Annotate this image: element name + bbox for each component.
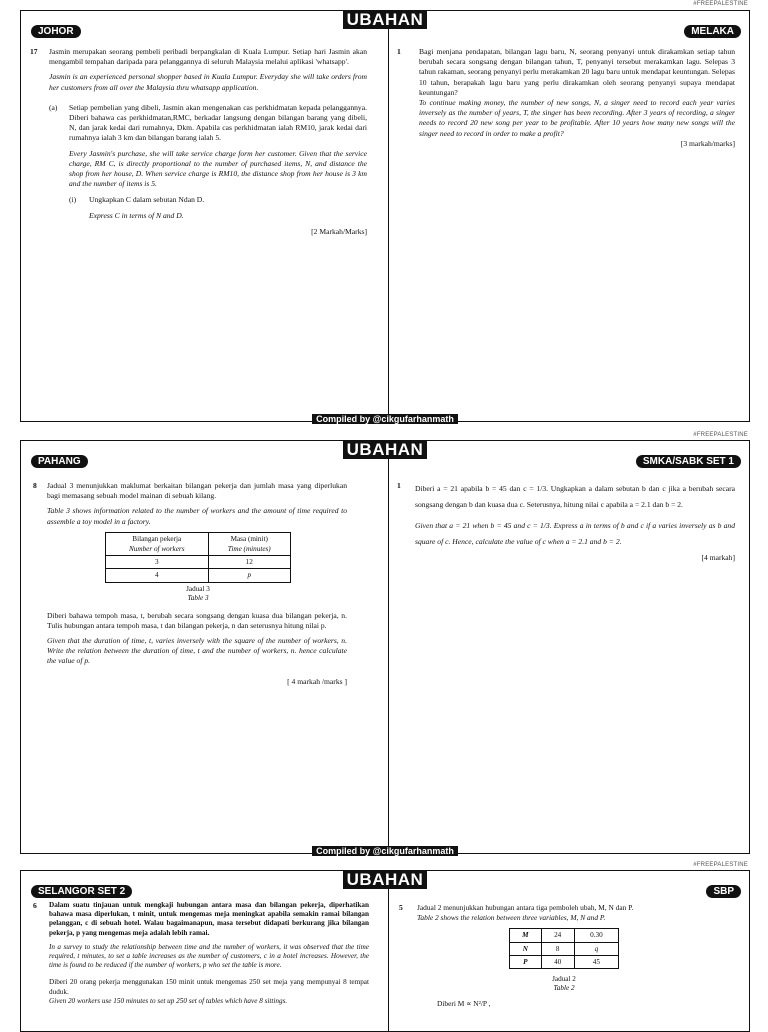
table-row xyxy=(510,942,619,955)
page-title: UBAHAN xyxy=(21,870,749,890)
question-text-ms: Jasmin merupakan seorang pembeli peribadi berpangkalan di Kuala Lumpur. Setiap hari Jasmin akan mengambil tempahan daripada para pelanggannya di seluruh Malaysia melalui aplikasi 'whatsapp'. xyxy=(49,47,367,67)
marks-label: [3 markah/marks] xyxy=(680,138,735,148)
table-cell: 12 xyxy=(208,556,291,569)
part-a-text-en: Every Jasmin's purchase, she will take service charge form her customer. Given that the service charge, RM C, is directly proportional to the number of purchased items, N, and distance the shop from her house, D. When service charge is RM10, the distance shop from her house is 3 km and the number of items is 5. xyxy=(69,148,367,189)
question-body-en: Given that the duration of time, t, varies inversely with the square of the number of workers, n. Write the relation between the duration of time, t and the number of workers, n. hence calculate the value of p. xyxy=(47,636,347,666)
question-text-en: Table 2 shows the relation between three variables, M, N and P. xyxy=(417,913,606,923)
source-badge-johor: JOHOR xyxy=(31,25,81,38)
question-number: 8 xyxy=(33,481,37,490)
table-cell: 3 xyxy=(106,556,209,569)
part-label: (a) xyxy=(49,102,58,112)
source-badge-selangor: SELANGOR SET 2 xyxy=(31,885,132,898)
watermark-text: #FREEPALESTINE xyxy=(693,862,748,868)
question-number: 5 xyxy=(399,903,403,912)
question-number: 1 xyxy=(397,47,401,56)
question-text-ms: Jadual 2 menunjukkan hubungan antara tiga pemboleh ubah, M, N dan P. xyxy=(417,903,634,912)
table-cell: 0.30 xyxy=(574,929,618,942)
question-smka-1 xyxy=(415,481,735,571)
marks-label: [ 4 markah /marks ] xyxy=(287,676,347,686)
watermark-text: #FREEPALESTINE xyxy=(693,1,748,7)
question-number: 1 xyxy=(397,481,401,490)
table-header-row xyxy=(106,532,291,555)
question-text-ms: Bagi menjana pendapatan, bilangan lagu baru, N, seorang penyanyi untuk dirakamkan setiap tahun berubah secara songsang dengan bilangan tahun, T, penyanyi tersebut merakamkan lagu. Selepas 3 tahun rakaman, seorang penyanyi perlu merakamkan 20 lagu baru untuk mendapat keuntungan. Selepas 10 tahun, berapakah lagu baru yang perlu dirakamkan oleh seorang penyanyi supaya mendapat keuntungan? xyxy=(419,47,735,97)
column-divider xyxy=(388,11,389,421)
question-text-ms: Dalam suatu tinjauan untuk mengkaji hubungan antara masa dan bilangan pekerja, diperhatikan bahawa masa diperlukan, t minit, untuk mengemas meja meningkat apabila semakin ramai bilangan pelanggan, c di sebuah hotel. Walau bagaimanapun, masa tersebut didapati berkurang jika bilangan pekerja, p yang mengemas meja adalah lebih ramai. xyxy=(49,901,369,937)
question-sbp-5 xyxy=(417,903,737,1014)
table-row xyxy=(106,569,291,582)
data-table-2 xyxy=(509,928,619,969)
question-text-en: Jasmin is an experienced personal shopper based in Kuala Lumpur. Everyday she will take orders from her customers from all over the Malaysia thru whatsapp application. xyxy=(49,72,367,92)
watermark-text: #FREEPALESTINE xyxy=(693,432,748,438)
table-cell: P xyxy=(510,955,542,968)
question-text-en: In a survey to study the relationship between time and the number of workers, it was observed that the time required, t minutes, to set a table increases as the number of customers, c in a hotel increases. However, the time is found to be reduced if the number of workers, p who set the table is more. xyxy=(49,942,369,970)
source-badge-pahang: PAHANG xyxy=(31,455,88,468)
table-cell: p xyxy=(208,569,291,582)
question-pahang-8 xyxy=(47,481,347,692)
part-a-text-ms: Setiap pembelian yang dibeli, Jasmin akan mengenakan cas perkhidmatan kepada pelanggannya. Diberi bahawa cas perkhidmatan,RMC, berkadar langsung dengan bilangan barang yang dibeli, N, dan jarak kedai dari rumahnya, Dkm. Apabila cas perkhidmatan ialah RM10, jarak kedai dari rumahnya ialah 3 km dan bilangan barang ialah 5. xyxy=(69,102,367,143)
page-title: UBAHAN xyxy=(21,440,749,460)
table-caption: Jadual 3 Table 3 xyxy=(186,584,210,602)
table-caption: Jadual 2 Table 2 xyxy=(552,975,576,993)
table-cell: 4 xyxy=(106,569,209,582)
question-text-en: To continue making money, the number of new songs, N, a singer need to record each year varies inversely as the number of years, T, the singer has been recording. After 3 years of recording, a singer needs to record 20 new song per year to be profitable. After 10 years how many new songs will the singer need to record in order to make a profit? xyxy=(419,98,735,138)
compiler-credit: Compiled by @cikgufarhanmath xyxy=(21,841,749,859)
question-given-en: Given 20 workers use 150 minutes to set up 250 set of tables which have 8 sittings. xyxy=(49,996,288,1005)
question-text-en: Given that a = 21 when b = 45 and c = 1/3. Express a in terms of b and c if a varies inversely as b and square of c. Hence, calculate the value of c when a = 2.1 and b = 2. xyxy=(415,521,735,546)
source-badge-melaka: MELAKA xyxy=(684,25,741,38)
subpart-label: (i) xyxy=(69,195,77,205)
table-row xyxy=(510,955,619,968)
marks-label: [4 markah] xyxy=(701,553,735,562)
table-cell: 8 xyxy=(541,942,574,955)
table-row xyxy=(510,929,619,942)
question-text-ms: Diberi a = 21 apabila b = 45 dan c = 1/3. Ungkapkan a dalam sebutan b dan c jika a berubah secara songsang dengan b dan kuasa dua c. Seterusnya, hitung nilai c apabila a = 2.1 dan b = 2. xyxy=(415,484,735,509)
table-cell: N xyxy=(510,942,542,955)
question-given: Diberi M ∝ N²/P , xyxy=(437,999,491,1009)
table-cell: M xyxy=(510,929,542,942)
table-cell: q xyxy=(574,942,618,955)
table-header: Masa (minit) Time (minutes) xyxy=(208,532,291,555)
subpart-text-en: Express C in terms of N and D. xyxy=(89,210,184,220)
question-intro-en: Table 3 shows information related to the number of workers and the amount of time required to assemble a toy model in a factory. xyxy=(47,506,347,526)
marks-label: [2 Markah/Marks] xyxy=(311,226,367,236)
question-body-ms: Diberi bahawa tempoh masa, t, berubah secara songsang dengan kuasa dua bilangan pekerja, n. Tulis hubungan antara tempoh masa, t dan bilangan pekerja, n dan seterusnya hitung nilai p. xyxy=(47,610,347,630)
question-melaka-1 xyxy=(419,47,735,154)
worksheet-2 xyxy=(20,440,750,854)
worksheet-1 xyxy=(20,10,750,422)
column-divider xyxy=(388,871,389,1031)
question-number: 17 xyxy=(30,47,38,56)
table-header: Bilangan pekerja Number of workers xyxy=(106,532,209,555)
page-title: UBAHAN xyxy=(21,10,749,30)
compiler-credit: Compiled by @cikgufarhanmath xyxy=(21,409,749,427)
source-badge-sbp: SBP xyxy=(706,885,741,898)
subpart-text-ms: Ungkapkan C dalam sebutan Ndan D. xyxy=(89,195,205,205)
question-intro-ms: Jadual 3 menunjukkan maklumat berkaitan bilangan pekerja dan jumlah masa yang diperlukan bagi memasang sebuah model mainan di sebuah kilang. xyxy=(47,481,347,501)
worksheet-3 xyxy=(20,870,750,1032)
data-table-3 xyxy=(105,532,291,583)
table-cell: 45 xyxy=(574,955,618,968)
question-selangor-6 xyxy=(49,901,369,1011)
question-given-ms: Diberi 20 orang pekerja menggunakan 150 minit untuk mengemas 250 set meja yang mempunyai 8 tempat duduk. xyxy=(49,978,369,996)
table-cell: 40 xyxy=(541,955,574,968)
table-cell: 24 xyxy=(541,929,574,942)
source-badge-smka-sabk: SMKA/SABK SET 1 xyxy=(636,455,741,468)
question-number: 6 xyxy=(33,901,37,910)
table-row xyxy=(106,556,291,569)
column-divider xyxy=(388,441,389,853)
question-johor-17 xyxy=(49,47,367,242)
